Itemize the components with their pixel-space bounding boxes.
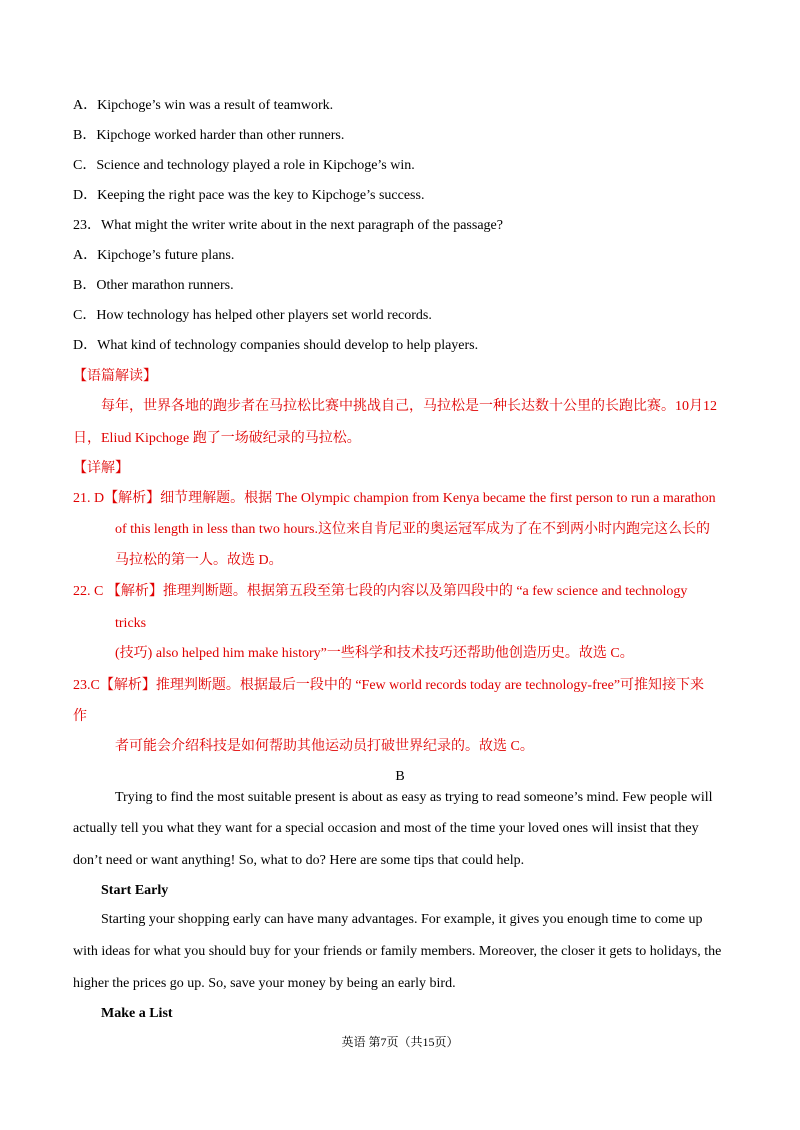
- passage-b-p2-line-1: Starting your shopping early can have many advantages. For example, it gives you enough time to come up: [101, 912, 703, 927]
- answer-23-line-3: 者可能会介绍科技是如何帮助其他运动员打破世界纪录的。故选 C。: [115, 739, 534, 754]
- passage-b-p1-line-1: Trying to find the most suitable present is about as easy as trying to read someone’s mind. Few people will: [115, 790, 713, 805]
- answer-21-line-2: of this length in less than two hours.这位来自肯尼亚的奥运冠军成为了在不到两小时内跑完这么长的: [115, 522, 710, 537]
- option-23d: D．What kind of technology companies should develop to help players.: [73, 338, 479, 353]
- option-22a: A．Kipchoge’s win was a result of teamwork.: [73, 98, 334, 113]
- option-22d: D．Keeping the right pace was the key to Kipchoge’s success.: [73, 188, 425, 203]
- details-heading: 【详解】: [73, 461, 129, 476]
- answer-21-line-1: 21. D【解析】细节理解题。根据 The Olympic champion from Kenya became the first person to run a marathon: [73, 491, 716, 506]
- option-23c: C．How technology has helped other players set world records.: [73, 308, 432, 323]
- passage-b-p1-line-2: actually tell you what they want for a special occasion and most of the time your loved ones will insist that they: [73, 821, 699, 836]
- analysis-heading: 【语篇解读】: [73, 369, 157, 384]
- option-22b: B．Kipchoge worked harder than other runners.: [73, 128, 345, 143]
- page-footer: 英语 第7页（共15页）: [341, 1035, 459, 1049]
- passage-b-p2-line-2: with ideas for what you should buy for your friends or family members. Moreover, the closer it gets to holidays, the: [73, 944, 722, 959]
- passage-b-heading-make-a-list: Make a List: [101, 1006, 173, 1021]
- analysis-line-1: 每年，世界各地的跑步者在马拉松比赛中挑战自己，马拉松是一种长达数十公里的长跑比赛。10月12: [101, 399, 717, 414]
- analysis-line-2: 日，Eliud Kipchoge 跑了一场破纪录的马拉松。: [73, 431, 361, 446]
- answer-22-line-1: 22. C 【解析】推理判断题。根据第五段至第七段的内容以及第四段中的 “a few science and technology: [73, 584, 688, 599]
- answer-21-line-3: 马拉松的第一人。故选 D。: [115, 553, 283, 568]
- answer-23-line-1: 23.C【解析】推理判断题。根据最后一段中的 “Few world records today are technology-free”可推知接下来: [73, 678, 705, 693]
- passage-b-heading-start-early: Start Early: [101, 883, 169, 898]
- passage-b-label: B: [395, 769, 405, 784]
- answer-22-line-2: tricks: [115, 616, 147, 631]
- passage-b-p1-line-3: don’t need or want anything! So, what to do? Here are some tips that could help.: [73, 853, 525, 868]
- passage-b-p2-line-3: higher the prices go up. So, save your money by being an early bird.: [73, 976, 456, 991]
- answer-23-line-2: 作: [73, 709, 87, 724]
- question-23-stem: 23．What might the writer write about in the next paragraph of the passage?: [73, 218, 503, 233]
- option-23b: B．Other marathon runners.: [73, 278, 234, 293]
- option-23a: A．Kipchoge’s future plans.: [73, 248, 235, 263]
- option-22c: C．Science and technology played a role in Kipchoge’s win.: [73, 158, 415, 173]
- answer-22-line-3: (技巧) also helped him make history”一些科学和技术技巧还帮助他创造历史。故选 C。: [115, 646, 634, 661]
